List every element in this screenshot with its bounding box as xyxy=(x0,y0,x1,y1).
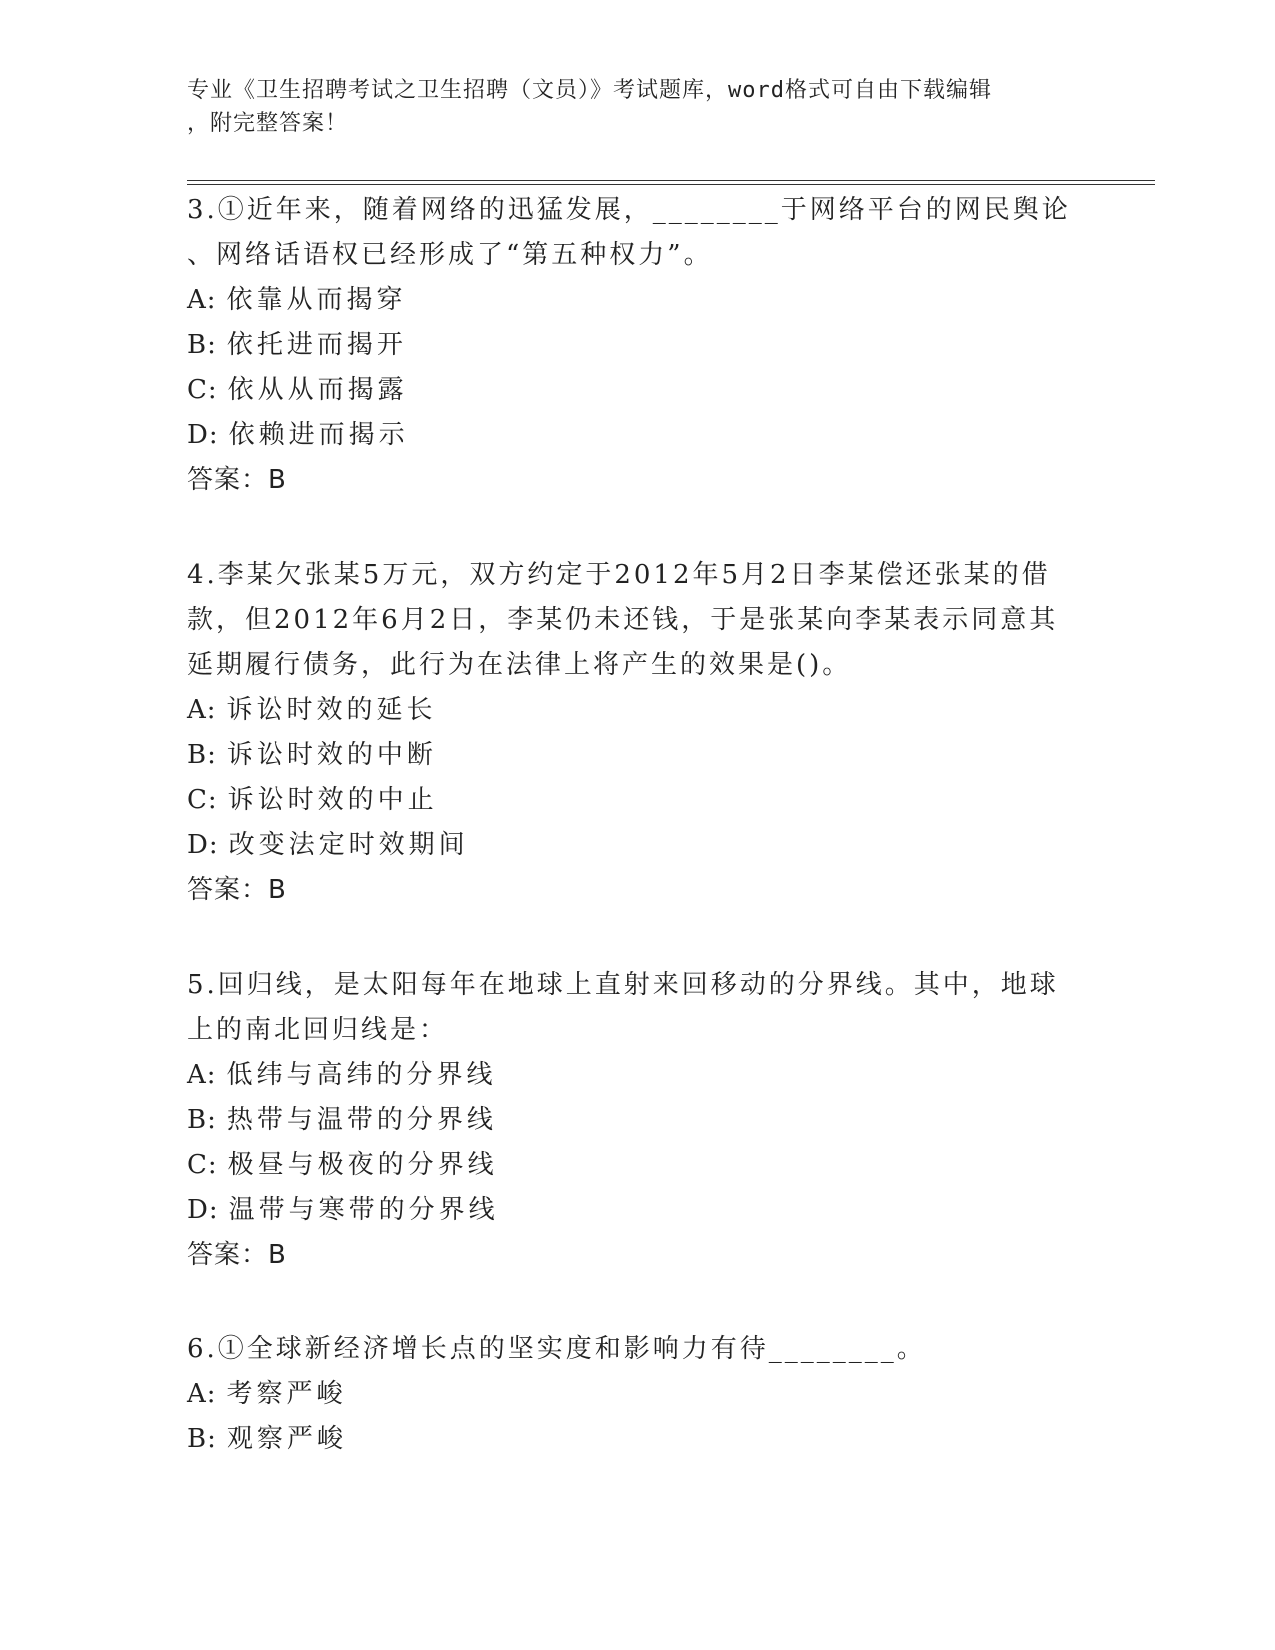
option-text: 诉讼时效的中止 xyxy=(227,785,438,815)
option-c xyxy=(187,778,1077,823)
answer-line: 答案：B xyxy=(187,1240,287,1270)
answer-line: 答案：B xyxy=(187,465,287,495)
option-b xyxy=(187,733,1077,778)
option-letter: B: xyxy=(187,330,217,360)
option-text: 热带与温带的分界线 xyxy=(226,1105,497,1135)
option-text: 依托进而揭开 xyxy=(226,330,407,360)
option-letter: A: xyxy=(187,1060,217,1090)
question-4 xyxy=(187,553,1077,913)
question-stem-line: 延期履行债务，此行为在法律上将产生的效果是()。 xyxy=(187,650,852,680)
question-stem-line: 5.回归线，是太阳每年在地球上直射来回移动的分界线。其中，地球 xyxy=(187,970,1059,1000)
option-text: 改变法定时效期间 xyxy=(228,830,469,860)
option-text: 温带与寒带的分界线 xyxy=(228,1195,499,1225)
option-text: 诉讼时效的延长 xyxy=(226,695,437,725)
option-b xyxy=(187,323,1077,368)
question-3 xyxy=(187,188,1077,503)
question-stem-line: 上的南北回归线是： xyxy=(187,1015,449,1045)
question-stem-line: 4.李某欠张某5万元，双方约定于2012年5月2日李某偿还张某的借 xyxy=(187,560,1051,590)
question-stem-line: 、网络话语权已经形成了“第五种权力”。 xyxy=(187,240,713,270)
question-stem-line: 3.①近年来，随着网络的迅猛发展，________于网络平台的网民舆论 xyxy=(187,195,1071,225)
header-title-line-1: 专业《卫生招聘考试之卫生招聘（文员）》考试题库，word格式可自由下载编辑 xyxy=(187,78,992,103)
option-text: 低纬与高纬的分界线 xyxy=(226,1060,497,1090)
option-d xyxy=(187,413,1077,458)
option-a xyxy=(187,688,1077,733)
option-a xyxy=(187,1053,1077,1098)
option-a xyxy=(187,1372,1077,1417)
option-d xyxy=(187,1188,1077,1233)
option-letter: C: xyxy=(187,1150,218,1180)
option-letter: D: xyxy=(187,830,219,860)
option-text: 依赖进而揭示 xyxy=(228,420,409,450)
option-text: 依靠从而揭穿 xyxy=(226,285,407,315)
option-letter: C: xyxy=(187,785,218,815)
option-text: 极昼与极夜的分界线 xyxy=(227,1150,498,1180)
header-divider-bottom xyxy=(187,184,1155,185)
option-letter: D: xyxy=(187,420,219,450)
option-letter: B: xyxy=(187,1424,217,1454)
option-a xyxy=(187,278,1077,323)
document-header xyxy=(187,74,1087,140)
option-c xyxy=(187,1143,1077,1188)
header-title-line-2: ，附完整答案！ xyxy=(187,111,349,136)
option-text: 依从从而揭露 xyxy=(227,375,408,405)
option-c xyxy=(187,368,1077,413)
option-text: 诉讼时效的中断 xyxy=(226,740,437,770)
question-stem-line: 6.①全球新经济增长点的坚实度和影响力有待________。 xyxy=(187,1334,926,1364)
option-letter: B: xyxy=(187,740,217,770)
option-letter: A: xyxy=(187,1379,217,1409)
option-letter: A: xyxy=(187,285,217,315)
answer-line: 答案：B xyxy=(187,875,287,905)
option-text: 观察严峻 xyxy=(226,1424,347,1454)
option-letter: A: xyxy=(187,695,217,725)
question-5 xyxy=(187,963,1077,1278)
option-letter: C: xyxy=(187,375,218,405)
option-letter: B: xyxy=(187,1105,217,1135)
option-text: 考察严峻 xyxy=(226,1379,347,1409)
question-6 xyxy=(187,1327,1077,1462)
option-letter: D: xyxy=(187,1195,219,1225)
option-b xyxy=(187,1417,1077,1462)
header-divider-top xyxy=(187,180,1155,181)
option-b xyxy=(187,1098,1077,1143)
question-stem-line: 款，但2012年6月2日，李某仍未还钱，于是张某向李某表示同意其 xyxy=(187,605,1059,635)
option-d xyxy=(187,823,1077,868)
